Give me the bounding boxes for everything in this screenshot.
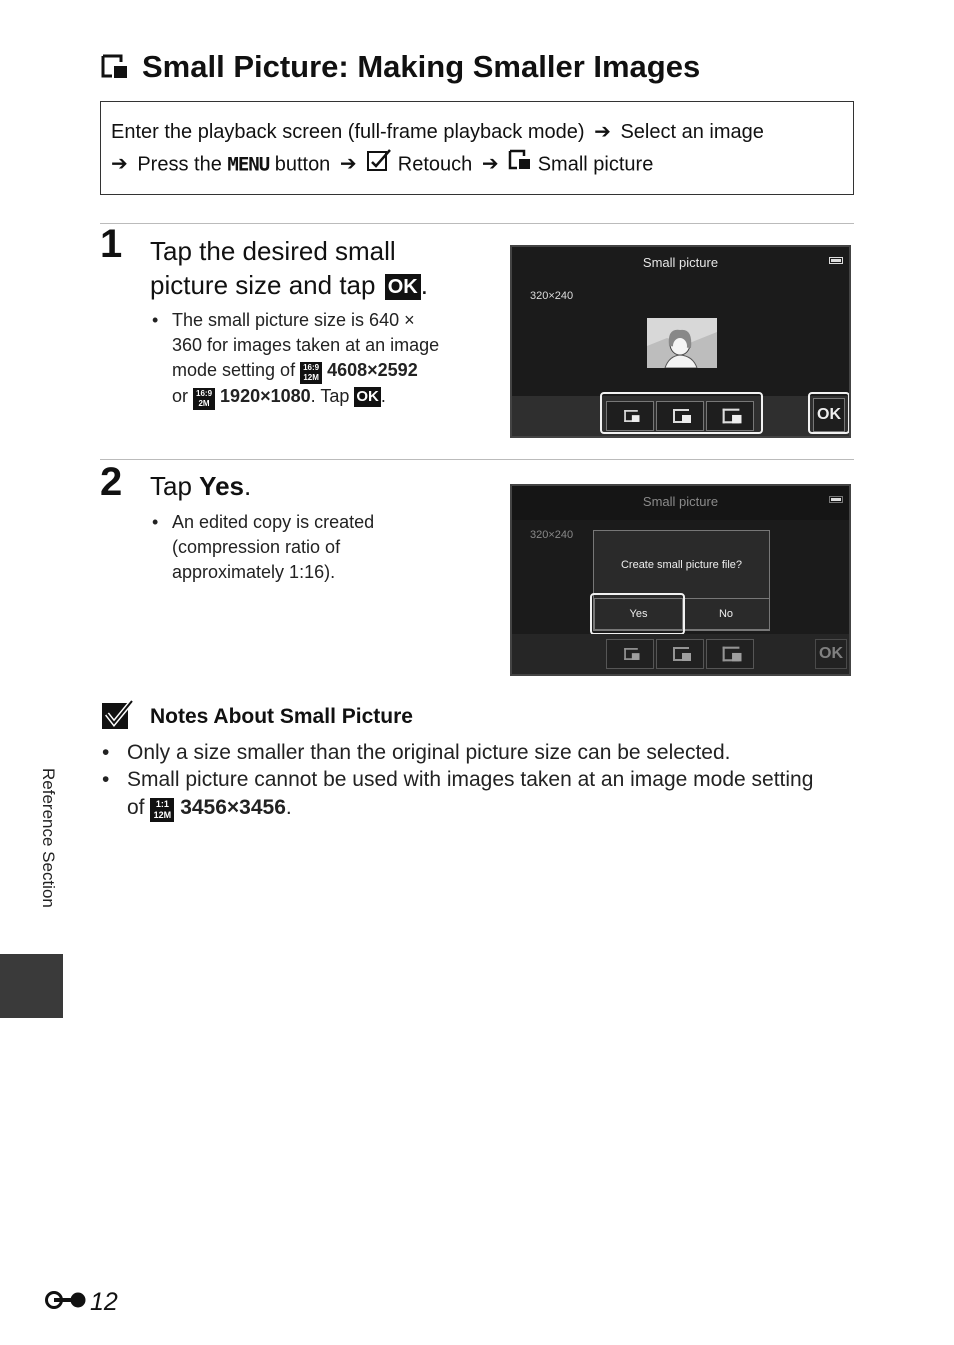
page-title-text: Small Picture: Making Smaller Images <box>142 49 701 84</box>
step-1-line-a: Tap the desired small <box>150 236 396 266</box>
arrow-right-icon: ➔ <box>111 153 128 176</box>
image-mode-1-1-12m-icon: 1:1 12M <box>150 798 174 822</box>
page-number-text: 12 <box>90 1288 118 1316</box>
size-option-160-button[interactable] <box>706 401 754 431</box>
divider <box>100 223 854 224</box>
small-size-icon <box>624 410 638 422</box>
ok-button: OK <box>815 639 847 669</box>
path-step-press: Press the <box>137 153 222 176</box>
retouch-icon <box>366 148 392 182</box>
bottom-toolbar <box>512 396 849 436</box>
menu-path-box <box>100 101 854 195</box>
yes-keyword: Yes <box>199 471 244 501</box>
step-2-bullet <box>152 510 492 585</box>
path-step-select: Select an image <box>620 121 764 143</box>
smallest-size-icon <box>723 409 740 424</box>
bullet-line: 360 for images taken at an image <box>172 335 440 355</box>
step-2-number: 2 <box>100 460 123 504</box>
image-mode-16-9-2m-icon: 16:9 2M <box>193 388 215 410</box>
bullet-dot: • <box>152 512 159 532</box>
step-1-number: 1 <box>100 222 123 266</box>
smaller-size-icon <box>673 409 689 423</box>
bullet-line: (compression ratio of <box>172 537 341 557</box>
note-text: Only a size smaller than the original picture size can be selected. <box>127 741 731 764</box>
note-item-1 <box>102 739 857 767</box>
screen-title: Small picture <box>642 255 719 270</box>
path-step-playback: Enter the playback screen (full-frame playback mode) <box>111 121 585 143</box>
image-size-label: 320×240 <box>530 290 574 302</box>
section-label <box>30 768 60 938</box>
note-text: of <box>127 796 145 819</box>
camera-screen-confirm <box>510 484 851 676</box>
size-option-320-button <box>656 639 704 669</box>
bullet-line: approximately 1:16). <box>172 562 336 582</box>
section-label-text: Reference Section <box>39 768 58 908</box>
size-option-160-button <box>706 639 754 669</box>
small-picture-icon <box>100 52 130 82</box>
arrow-right-icon: ➔ <box>594 121 611 143</box>
ok-badge-icon: OK <box>385 274 421 300</box>
step-1-instruction: Tap the desired small picture size and tap OK . <box>150 234 490 302</box>
ok-badge-icon: OK <box>356 388 379 406</box>
step-2-instruction <box>150 469 251 503</box>
bullet-line: An edited copy is created <box>172 512 375 532</box>
bullet-line: mode setting of <box>172 360 296 380</box>
path-step-retouch: Retouch <box>397 153 473 176</box>
bullet-dot: • <box>102 768 110 791</box>
bullet-dot: • <box>102 741 110 764</box>
no-button[interactable]: No <box>682 598 770 630</box>
bullet-line: . <box>380 386 386 406</box>
menu-button-icon: MENU <box>227 153 270 176</box>
bullet-line: . Tap <box>310 386 350 406</box>
battery-icon <box>829 496 843 503</box>
path-step-button: button <box>274 153 331 176</box>
bottom-toolbar <box>512 634 849 674</box>
path-step-small-picture: Small picture <box>537 153 654 176</box>
image-size-value: 1920×1080 <box>220 386 311 406</box>
image-size-value: 3456×3456 <box>180 796 286 819</box>
battery-icon <box>829 257 843 264</box>
note-text: Small picture cannot be used with images taken at an image mode setting <box>127 768 814 791</box>
arrow-right-icon: ➔ <box>339 153 357 176</box>
screen-title: Small picture <box>642 494 719 509</box>
step-1-line-b: picture size and tap <box>150 270 376 300</box>
small-size-icon <box>624 648 638 660</box>
small-picture-icon <box>508 148 532 182</box>
note-item-2 <box>102 766 857 822</box>
step-2-text: Tap <box>150 471 192 501</box>
section-tab <box>0 954 63 1018</box>
ok-button[interactable]: OK <box>813 398 845 432</box>
image-size-label: 320×240 <box>530 529 574 541</box>
check-note-icon <box>102 699 135 729</box>
image-thumbnail[interactable] <box>647 318 717 368</box>
note-text: . <box>285 796 292 819</box>
notes-title: Notes About Small Picture <box>150 705 413 728</box>
arrow-right-icon: ➔ <box>481 153 499 176</box>
size-option-320-button[interactable] <box>656 401 704 431</box>
page-number <box>45 1288 118 1317</box>
bullet-dot: • <box>152 310 159 330</box>
step-1-bullet <box>152 308 492 410</box>
dialog-question: Create small picture file? <box>620 559 743 571</box>
camera-screen-size-select <box>510 245 851 438</box>
divider <box>100 459 854 460</box>
bullet-line: or <box>172 386 189 406</box>
image-size-value: 4608×2592 <box>327 360 418 380</box>
size-option-640-button <box>606 639 654 669</box>
image-mode-16-9-12m-icon: 16:9 12M <box>300 362 322 384</box>
smallest-size-icon <box>723 647 740 662</box>
smaller-size-icon <box>673 647 689 661</box>
yes-selection-highlight <box>590 593 685 635</box>
size-option-640-button[interactable] <box>606 401 654 431</box>
reference-section-icon <box>45 1288 87 1317</box>
step-2-text: . <box>243 471 252 501</box>
bullet-line: The small picture size is 640 × <box>172 310 415 330</box>
page-title <box>100 46 860 88</box>
yes-button[interactable]: Yes <box>594 598 683 630</box>
